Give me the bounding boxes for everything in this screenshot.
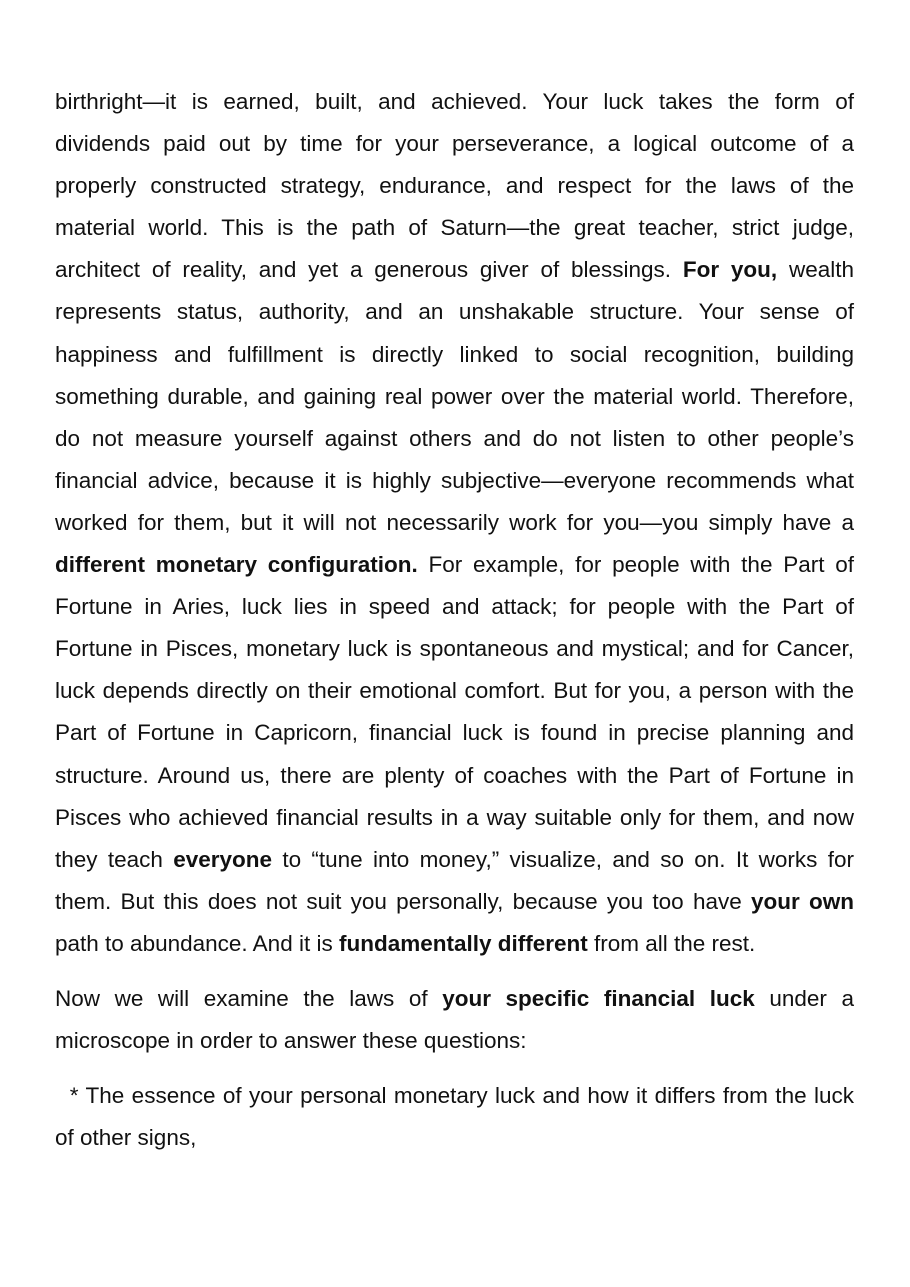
- document-page: [55, 81, 861, 1159]
- text-segment: wealth represents status, authority, and an unshakable structure. Your sense of happiness and fulfillment is directly linked to social recognition, building something durable, and gaining real power over the material world. Therefore, do not measure yourself against others and do not listen to other people’s financial advice, because it is highly subjective—everyone recommends what worked for them, but it will not necessarily work for you—you simply have a: [55, 257, 854, 535]
- text-segment: birthright—it is earned, built, and achieved. Your luck takes the form of dividends paid out by time for your perseverance, a logical outcome of a properly constructed strategy, endurance, and respect for the laws of the material world. This is the path of Saturn—the great teacher, strict judge, architect of reality, and yet a generous giver of blessings.: [55, 89, 854, 283]
- emphasis-your-own: your own: [751, 888, 854, 914]
- text-segment: under a microscope in order to answer these questions:: [55, 985, 854, 1054]
- paragraph-examine-laws: [55, 978, 854, 1062]
- bullet-item: [55, 1075, 861, 1159]
- emphasis-fundamentally-different: fundamentally different: [338, 930, 588, 956]
- text-segment: For example, for people with the Part of Fortune in Aries, luck lies in speed and attack; for people with the Part of Fortune in Pisces, monetary luck is spontaneous and mystical; and for Cancer, luck depends directly on their emotional comfort. But for you, a person with the Part of Fortune in Capricorn, financial luck is found in precise planning and structure. Around us, there are plenty of coaches with the Part of Fortune in Pisces who achieved financial results in a way suitable only for them, and now they teach: [55, 552, 854, 872]
- emphasis-for-you: For you,: [682, 257, 778, 283]
- paragraph-fortune-intro: [55, 81, 854, 965]
- text-segment: to “tune into money,” visualize, and so on. It works for them. But this does not suit you personally, because you too have: [55, 846, 854, 914]
- bullet-text: * The essence of your personal monetary luck and how it differs from the luck of other signs,: [55, 1083, 861, 1151]
- text-segment: path to abundance. And it is: [55, 930, 339, 956]
- text-segment: Now we will examine the laws of: [55, 985, 443, 1011]
- emphasis-specific-financial-luck: your specific financial luck: [442, 985, 755, 1011]
- emphasis-monetary-configuration: different monetary configuration.: [55, 552, 418, 578]
- emphasis-everyone: everyone: [173, 846, 273, 872]
- text-segment: from all the rest.: [587, 930, 756, 956]
